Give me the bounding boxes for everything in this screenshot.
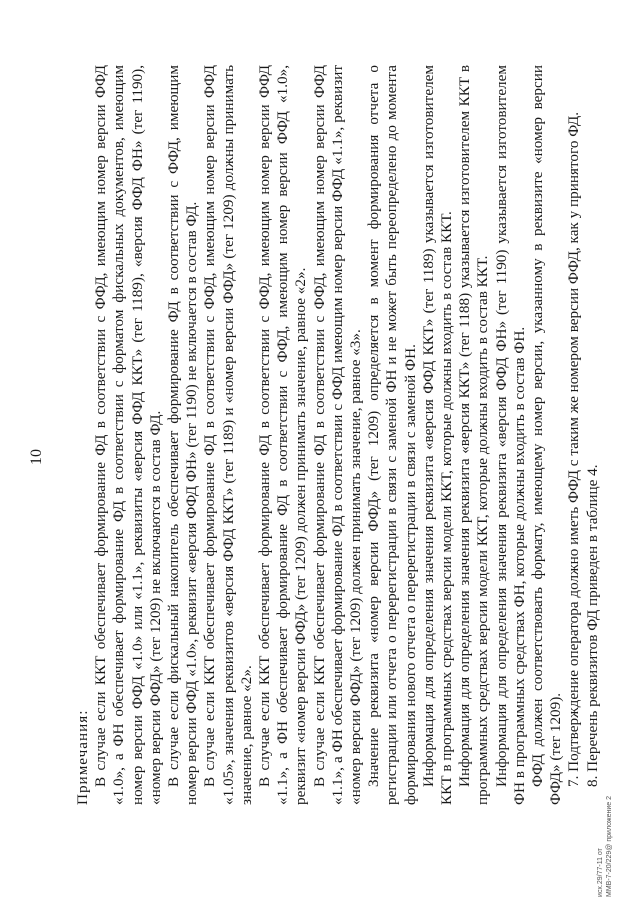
note-paragraph: Значение реквизита «номер версии ФФД» (тег 1209) определяется в момент формирования отчета о регистрации или отчета о перерегистрации в связи с заменой ФН и не может быть переопределено до момента формирования нового отчета о перерегистрации в связи с заменой ФН. — [365, 65, 419, 805]
note-paragraph: Информация для определения значения реквизита «версия ФФД ККТ» (тег 1189) указывается изготовителем ККТ в программных средствах версии модели ККТ, которые должны входить в состав ККТ. — [419, 65, 456, 805]
note-paragraph: Информация для определения значения реквизита «версия ККТ» (тег 1188) указывается изготовителем ККТ в программных средствах версии модели ККТ, которые должны входить в состав ККТ. — [456, 65, 492, 805]
note-paragraph: В случае если ККТ обеспечивает формирование ФД в соответствии с ФФД, имеющим номер версии ФФД «1.1», а ФН обеспечивает формирование ФД в соответствии с ФФД, имеющим номер версии ФФД «1.0», реквизит «номер версии ФФД» (тег 1209) должен принимать значение, равное «2». — [256, 65, 310, 805]
registration-line: исх.29/77-11 от — [597, 848, 604, 897]
note-paragraph: Информация для определения значения реквизита «версия ФФД ФН» (тег 1190) указывается изготовителем ФН в программных средствах ФН, которые должны входить в состав ФН. — [492, 65, 528, 805]
note-paragraph: В случае если ККТ обеспечивает формирование ФД в соответствии с ФФД, имеющим номер версии ФФД «1.0», а ФН обеспечивает формирование ФД в соответствии с форматом фискальных документов, имеющим номер версии ФФД «1.0» или «1.1», реквизиты «версия ФФД ККТ» (тег 1189), «версия ФФД ФН» (тег 1190), «номер версии ФФД» (тег 1209) не включаются в состав ФД. — [92, 65, 164, 805]
note-paragraph: ФФД должен соответствовать формату, имеющему номер версии, указанному в реквизите «номер версии ФФД» (тег 1209). — [529, 65, 565, 805]
page-number: 10 — [28, 449, 45, 465]
numbered-item-8: 8. Перечень реквизитов ФД приведен в таблице 4. — [583, 464, 601, 787]
registration-line: ММВ-7-20/229@ приложение 2 — [606, 795, 613, 897]
notes-heading: Примечания: — [74, 709, 91, 805]
numbered-item-7: 7. Подтверждение оператора должно иметь ФФД с таким же номером версии ФФД, как у принятого ФД. — [565, 111, 583, 787]
document-registration-mark — [596, 796, 614, 897]
note-paragraph: В случае если фискальный накопитель обеспечивает формирование ФД в соответствии с ФФД, имеющим номер версии ФФД «1.0», реквизит «версия ФФД ФН» (тег 1190) не включается в состав ФД. — [165, 65, 201, 805]
note-paragraph: В случае если ККТ обеспечивает формирование ФД в соответствии с ФФД, имеющим номер версии ФФД «1.05», значения реквизитов «версия ФФД ККТ» (тег 1189) и «номер версии ФФД» (тег 1209) должны принимать значение, равное «2». — [201, 65, 255, 805]
notes-body — [74, 65, 602, 805]
note-paragraph: В случае если ККТ обеспечивает формирование ФД в соответствии с ФФД, имеющим номер версии ФФД «1.1», а ФН обеспечивает формирование ФД в соответствии с ФФД имеющим номер версии ФФД «1.1», реквизит «номер версии ФФД» (тег 1209) должен принимать значение, равное «3». — [310, 65, 365, 805]
